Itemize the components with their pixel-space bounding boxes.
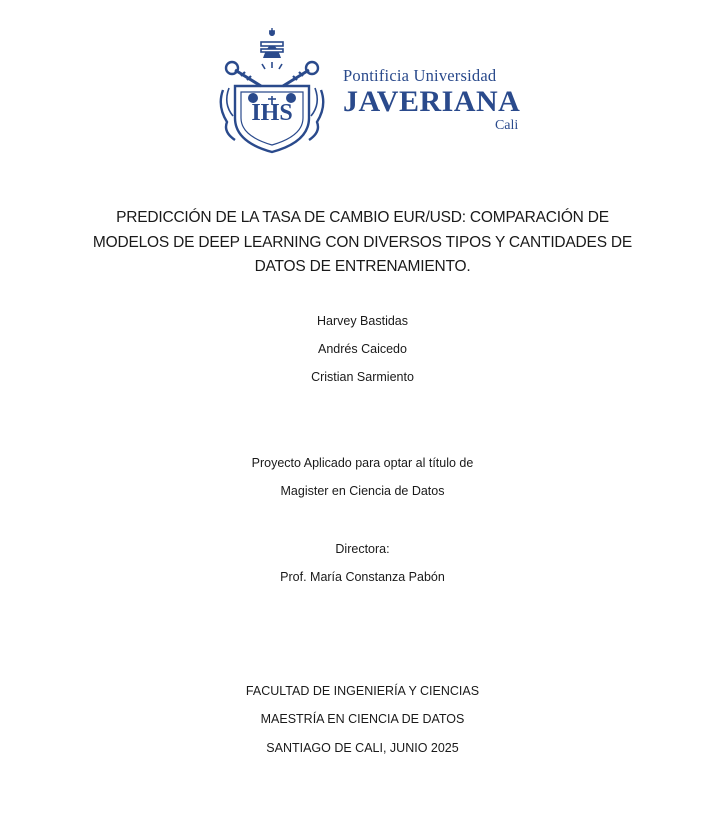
director-label: Directora: [335, 542, 390, 556]
degree-line-1: Proyecto Aplicado para optar al título de [251, 456, 474, 470]
logo-line-cali: Cali [494, 118, 519, 133]
document-title: PREDICCIÓN DE LA TASA DE CAMBIO EUR/USD: COMPARACIÓN DE MODELOS DE DEEP LEARNING CON DIVERSOS TIPOS Y CANTIDADES DE DATOS DE ENTRENAMIENTO. [92, 209, 633, 275]
author-name: Andrés Caicedo [318, 342, 407, 356]
program-name: MAESTRÍA EN CIENCIA DE DATOS [260, 712, 465, 726]
university-logo [213, 28, 523, 154]
logo-line-javeriana: JAVERIANA [343, 85, 521, 118]
crest-monogram: IHS [251, 100, 293, 126]
degree-line-2: Magister en Ciencia de Datos [280, 484, 445, 498]
javeriana-crest-icon [213, 28, 331, 154]
faculty-name: FACULTAD DE INGENIERÍA Y CIENCIAS [245, 684, 480, 698]
place-date: SANTIAGO DE CALI, JUNIO 2025 [266, 741, 459, 755]
author-name: Harvey Bastidas [316, 314, 408, 328]
director-name: Prof. María Constanza Pabón [280, 570, 445, 584]
author-name: Cristian Sarmiento [311, 370, 414, 384]
university-name [343, 66, 520, 134]
logo-line-pontificia: Pontificia Universidad [343, 66, 497, 85]
